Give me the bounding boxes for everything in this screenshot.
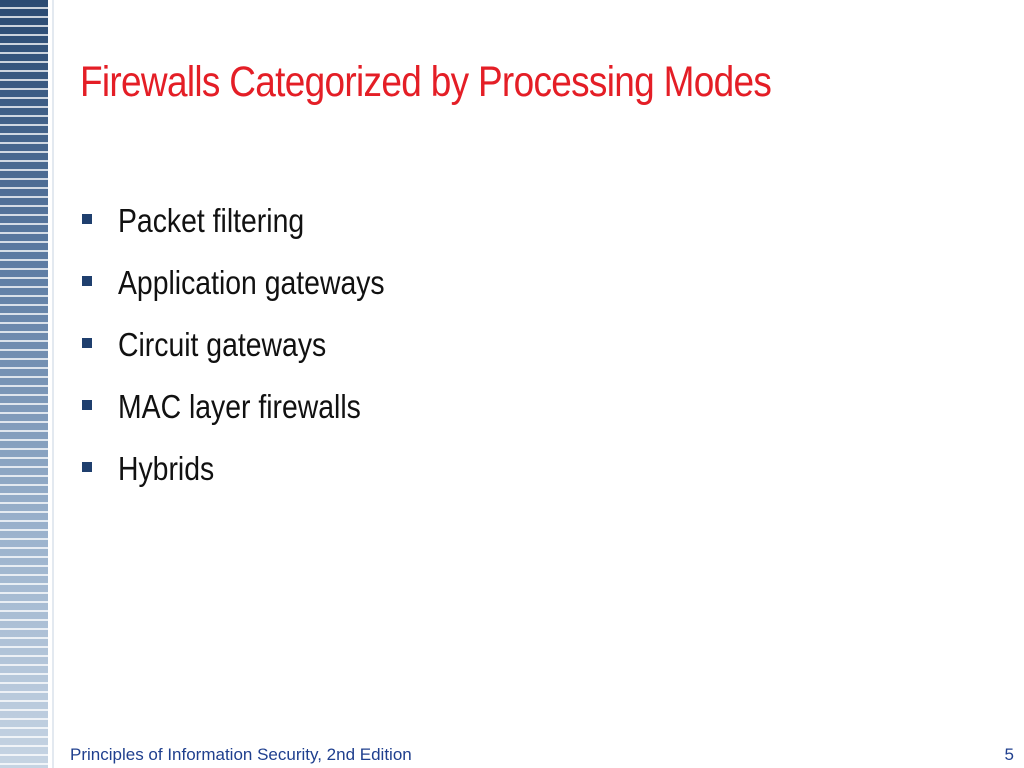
bullet-list bbox=[82, 190, 428, 500]
bullet-text: Hybrids bbox=[118, 450, 215, 487]
square-bullet-icon bbox=[82, 338, 92, 348]
bullet-text: Circuit gateways bbox=[118, 326, 327, 363]
list-item bbox=[82, 252, 428, 314]
footer-book-title: Principles of Information Security, 2nd Edition bbox=[70, 745, 412, 764]
list-item bbox=[82, 438, 428, 500]
square-bullet-icon bbox=[82, 462, 92, 472]
square-bullet-icon bbox=[82, 276, 92, 286]
square-bullet-icon bbox=[82, 400, 92, 410]
side-bar-edge-line bbox=[52, 0, 54, 768]
list-item bbox=[82, 376, 428, 438]
slide-title: Firewalls Categorized by Processing Modes bbox=[80, 58, 772, 106]
decorative-side-bar bbox=[0, 0, 48, 768]
bullet-text: Application gateways bbox=[118, 264, 385, 301]
page-number: 5 bbox=[1004, 745, 1014, 764]
bullet-text: Packet filtering bbox=[118, 202, 305, 239]
list-item bbox=[82, 314, 428, 376]
bullet-text: MAC layer firewalls bbox=[118, 388, 361, 425]
square-bullet-icon bbox=[82, 214, 92, 224]
list-item bbox=[82, 190, 428, 252]
